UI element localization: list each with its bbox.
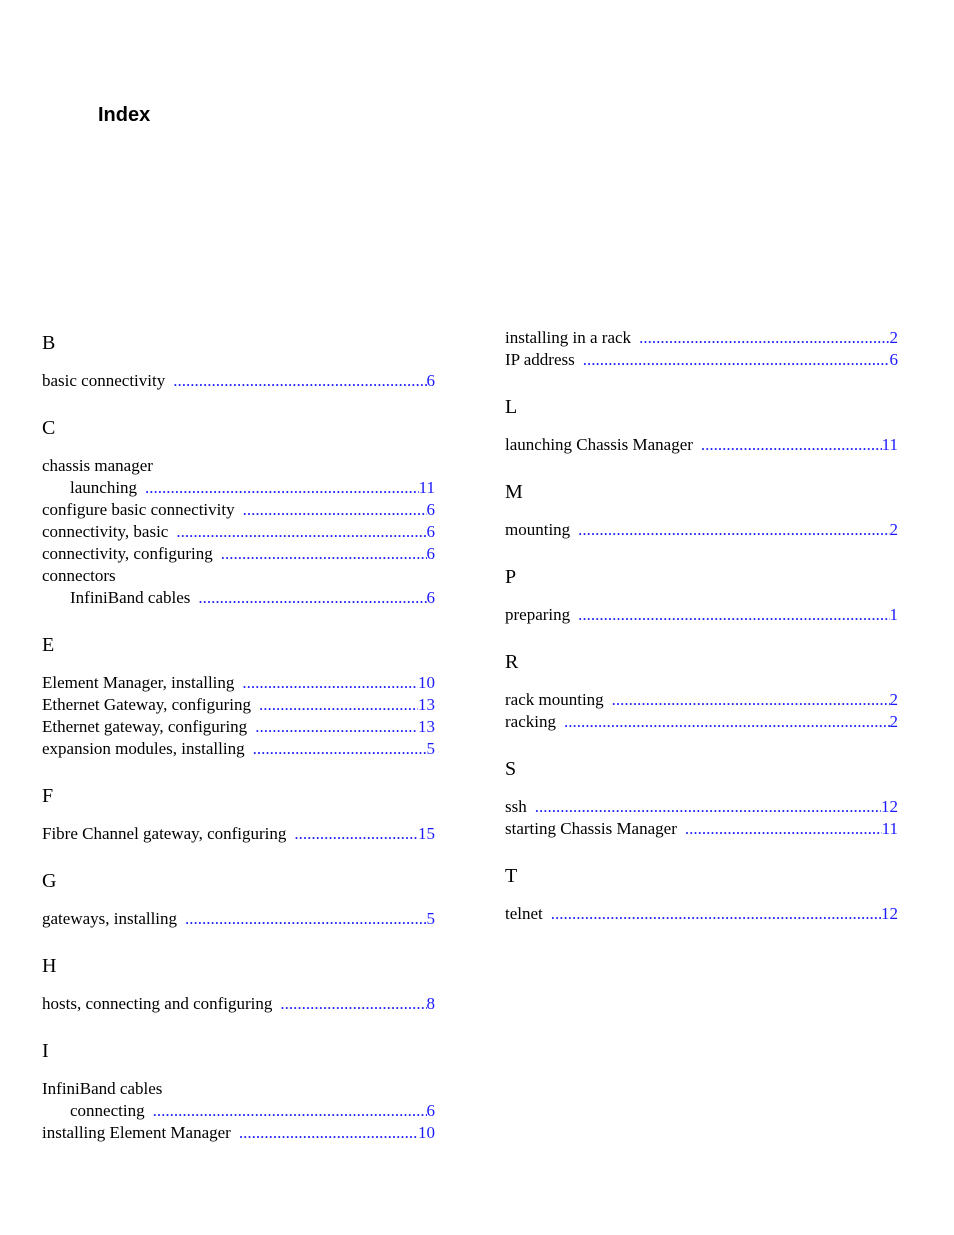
dot-leader	[221, 543, 427, 565]
letter-spacer	[505, 892, 898, 903]
index-entry[interactable]	[505, 903, 898, 925]
index-term: installing Element Manager	[42, 1123, 231, 1142]
dot-leader	[243, 499, 427, 521]
index-term: Ethernet gateway, configuring	[42, 717, 248, 736]
letter-spacer	[505, 508, 898, 519]
index-entry[interactable]	[505, 519, 898, 541]
page-number-link[interactable]: 5	[426, 739, 435, 758]
page-number-link[interactable]: 12	[881, 904, 898, 923]
page-number-link[interactable]: 6	[426, 371, 435, 390]
index-entry[interactable]	[505, 818, 898, 840]
letter-spacer	[505, 423, 898, 434]
dot-leader	[259, 694, 418, 716]
dot-leader	[294, 823, 418, 845]
page-number-link[interactable]: 11	[418, 478, 435, 497]
index-entry[interactable]	[505, 349, 898, 371]
index-letter-heading: M	[505, 481, 523, 503]
dot-leader	[701, 434, 882, 456]
section-gap	[505, 456, 898, 476]
section-gap	[42, 760, 435, 780]
index-term: hosts, connecting and configuring	[42, 994, 273, 1013]
index-term: connectivity, configuring	[42, 544, 213, 563]
index-term: IP address	[505, 350, 575, 369]
dot-leader	[535, 796, 881, 818]
section-gap	[42, 1015, 435, 1035]
index-term: gateways, installing	[42, 909, 178, 928]
index-term: telnet	[505, 904, 543, 923]
index-letter-heading: C	[42, 417, 56, 439]
index-entry[interactable]	[505, 604, 898, 626]
page-title: Index	[98, 104, 151, 126]
dot-leader	[173, 370, 426, 392]
index-term: racking	[505, 712, 556, 731]
dot-leader	[578, 519, 889, 541]
page-number-link[interactable]: 11	[881, 435, 898, 454]
page-number-link[interactable]: 11	[881, 819, 898, 838]
dot-leader	[185, 908, 426, 930]
index-term: connecting	[70, 1101, 145, 1120]
index-entry[interactable]	[42, 499, 435, 521]
page-number-link[interactable]: 6	[426, 522, 435, 541]
dot-leader	[639, 327, 889, 349]
section-gap	[42, 845, 435, 865]
index-entry[interactable]	[42, 908, 435, 930]
index-letter-heading: S	[505, 758, 517, 780]
index-term: preparing	[505, 605, 571, 624]
section-gap	[505, 371, 898, 391]
dot-leader	[239, 1122, 418, 1144]
letter-spacer	[42, 661, 435, 672]
letter-spacer	[42, 812, 435, 823]
index-term: expansion modules, installing	[42, 739, 245, 758]
letter-spacer	[42, 897, 435, 908]
index-letter-heading: G	[42, 870, 57, 892]
index-letter-heading: B	[42, 332, 56, 354]
section-gap	[505, 626, 898, 646]
index-letter-heading: F	[42, 785, 54, 807]
index-term: launching Chassis Manager	[505, 435, 693, 454]
dot-leader	[242, 672, 418, 694]
index-term: launching	[70, 478, 138, 497]
index-term: basic connectivity	[42, 371, 166, 390]
index-term: InfiniBand cables	[70, 588, 191, 607]
index-term: mounting	[505, 520, 571, 539]
dot-leader	[145, 477, 419, 499]
letter-spacer	[505, 785, 898, 796]
index-term: starting Chassis Manager	[505, 819, 677, 838]
dot-leader	[551, 903, 881, 925]
index-entry[interactable]	[42, 993, 435, 1015]
page-number-link[interactable]: 13	[418, 717, 435, 736]
index-entry[interactable]	[505, 327, 898, 349]
index-entry[interactable]	[42, 716, 435, 738]
index-entry[interactable]	[505, 711, 898, 733]
index-letter-heading: P	[505, 566, 517, 588]
letter-spacer	[42, 982, 435, 993]
letter-spacer	[505, 678, 898, 689]
section-gap	[505, 541, 898, 561]
page-number-link[interactable]: 2	[889, 712, 898, 731]
index-letter-heading: H	[42, 955, 57, 977]
index-entry[interactable]	[42, 521, 435, 543]
index-letter-heading: T	[505, 865, 518, 887]
index-column-left	[42, 327, 435, 1144]
section-gap	[42, 392, 435, 412]
index-term-heading: chassis manager	[42, 456, 153, 475]
index-term-heading: InfiniBand cables	[42, 1079, 163, 1098]
dot-leader	[280, 993, 426, 1015]
index-letter-heading: E	[42, 634, 55, 656]
page-number-link[interactable]: 8	[426, 994, 435, 1013]
index-column-right	[505, 327, 898, 925]
index-entry[interactable]	[42, 738, 435, 760]
index-term: configure basic connectivity	[42, 500, 235, 519]
section-gap	[42, 930, 435, 950]
index-entry[interactable]	[42, 477, 435, 499]
dot-leader	[583, 349, 890, 371]
page-number-link[interactable]: 10	[418, 1123, 435, 1142]
dot-leader	[685, 818, 882, 840]
page-number-link[interactable]: 13	[418, 695, 435, 714]
index-term: Fibre Channel gateway, configuring	[42, 824, 287, 843]
index-entry[interactable]	[505, 434, 898, 456]
section-gap	[505, 840, 898, 860]
page-number-link[interactable]: 1	[889, 605, 898, 624]
page-number-link[interactable]: 2	[889, 328, 898, 347]
page-number-link[interactable]: 6	[889, 350, 898, 369]
index-term: Element Manager, installing	[42, 673, 235, 692]
index-entry[interactable]	[42, 543, 435, 565]
index-entry[interactable]	[42, 694, 435, 716]
page-number-link[interactable]: 2	[889, 520, 898, 539]
page-number-link[interactable]: 10	[418, 673, 435, 692]
dot-leader	[198, 587, 426, 609]
page-number-link[interactable]: 5	[426, 909, 435, 928]
page-number-link[interactable]: 2	[889, 690, 898, 709]
index-term: installing in a rack	[505, 328, 632, 347]
dot-leader	[564, 711, 890, 733]
index-entry[interactable]	[42, 823, 435, 845]
page-number-link[interactable]: 6	[426, 544, 435, 563]
index-term: Ethernet Gateway, configuring	[42, 695, 251, 714]
letter-spacer	[42, 444, 435, 455]
index-entry[interactable]	[505, 689, 898, 711]
index-term: ssh	[505, 797, 527, 816]
index-term-heading: connectors	[42, 566, 116, 585]
index-entry[interactable]	[42, 370, 435, 392]
index-entry[interactable]	[42, 672, 435, 694]
index-letter-heading: L	[505, 396, 518, 418]
index-letter-heading: R	[505, 651, 519, 673]
index-term: connectivity, basic	[42, 522, 169, 541]
index-entry[interactable]	[505, 796, 898, 818]
index-term: rack mounting	[505, 690, 604, 709]
page-number-link[interactable]: 6	[426, 500, 435, 519]
page-number-link[interactable]: 15	[418, 824, 435, 843]
index-entry[interactable]	[42, 1100, 435, 1122]
section-gap	[42, 609, 435, 629]
page-number-link[interactable]: 6	[426, 588, 435, 607]
page-number-link[interactable]: 12	[881, 797, 898, 816]
dot-leader	[176, 521, 426, 543]
letter-spacer	[42, 359, 435, 370]
letter-spacer	[42, 1067, 435, 1078]
index-entry[interactable]	[42, 587, 435, 609]
dot-leader	[253, 738, 427, 760]
dot-leader	[578, 604, 889, 626]
section-gap	[505, 733, 898, 753]
page-number-link[interactable]: 6	[426, 1101, 435, 1120]
letter-spacer	[505, 593, 898, 604]
index-letter-heading: I	[42, 1040, 49, 1062]
dot-leader	[255, 716, 418, 738]
dot-leader	[612, 689, 890, 711]
dot-leader	[153, 1100, 427, 1122]
index-entry[interactable]	[42, 1122, 435, 1144]
